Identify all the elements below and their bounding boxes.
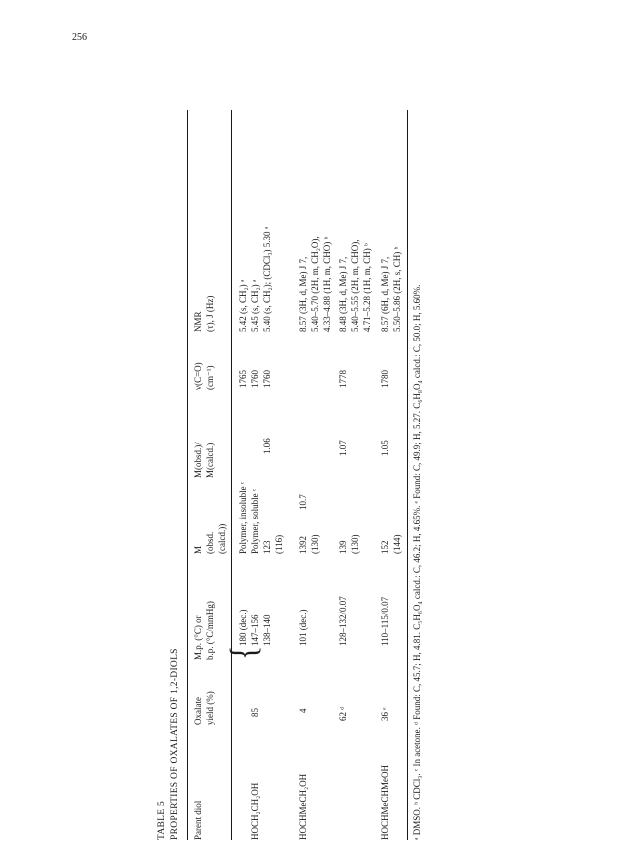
bottom-rule xyxy=(407,110,408,840)
rotated-table xyxy=(157,80,457,840)
row3-mp: 128–132/0.07 xyxy=(338,596,348,646)
header-parent-diol: Parent diol xyxy=(193,800,203,840)
table-title: PROPERTIES OF OXALATES OF 1,2-DIOLS xyxy=(170,648,180,840)
row1-nu-c: 1760 xyxy=(262,370,272,388)
row4-diol: HOCHMeCHMeOH xyxy=(380,765,390,840)
row1-nmr xyxy=(237,227,273,332)
row3-M-a: 139 xyxy=(338,540,348,554)
header-ratio-line2: M(calcd.) xyxy=(205,442,215,478)
row1-nu-a: 1765 xyxy=(238,370,248,388)
row2-nmr xyxy=(297,236,333,332)
row4-ratio: 1.05 xyxy=(380,440,390,456)
row2-nmr-b: 5.40–5.70 (2H, m, CH₂O), xyxy=(310,236,320,332)
row1-mp-c: 138–140 xyxy=(262,614,272,646)
row3-nmr-b: 5.40–5.55 (2H, m, CHO), xyxy=(350,239,360,332)
header-nmr-line1: NMR xyxy=(193,311,203,332)
table-label: TABLE 5 xyxy=(157,800,167,840)
header-M xyxy=(192,524,228,554)
table-footnote: ᵃ DMSO. ᵇ CDCl₃. ᶜ In acetone. ᵈ Found: C, 45.7; H, 4.81. C₅H₆O₄ calcd.: C, 46.2; H, 4.65%. ᵉ Found: C, 49.9; H, 5.27. C₆H₈O₄ calcd.: C, 50.0; H, 5.60%. xyxy=(412,284,422,840)
header-nu-co xyxy=(192,362,216,390)
row1-ratio: 1.06 xyxy=(262,438,272,454)
row2-M-b: (130) xyxy=(310,534,320,554)
page-number: 256 xyxy=(72,32,87,43)
header-oxalate-line2: yield (%) xyxy=(205,691,215,725)
brace-symbol: { xyxy=(222,645,264,660)
row2-M-a: 1392 xyxy=(298,536,308,554)
row1-M-a: Polymer, insoluble ᶜ xyxy=(238,481,248,554)
header-nmr xyxy=(192,296,216,332)
row1-nmr-c: 5.40 (s, CH₂); (CDCl₃) 5.30 ᵃ xyxy=(262,226,272,332)
row1-M-c: 123 xyxy=(262,540,272,554)
row1-diol: HOCH₂CH₂OH xyxy=(250,782,260,840)
row4-yield: 36 ᵉ xyxy=(380,707,390,721)
row1-mp xyxy=(237,610,273,646)
row1-mp-a: 180 (dec.) xyxy=(238,609,248,646)
header-oxalate-yield xyxy=(192,691,216,725)
row4-nmr-a: 8.57 (6H, d, Me) J 7, xyxy=(380,256,390,332)
header-rule xyxy=(231,110,232,840)
row2-diol: HOCHMeCH₂OH xyxy=(298,773,308,840)
header-M-line2: (obsd. xyxy=(205,531,215,554)
row3-nmr-a: 8.48 (3H, d, Me) J 7, xyxy=(338,256,348,332)
header-oxalate-line1: Oxalate xyxy=(193,697,203,725)
header-M-line3: (calcd.)) xyxy=(217,523,227,554)
row2-M xyxy=(297,535,321,555)
row1-nu xyxy=(237,370,273,388)
row3-ratio: 1.07 xyxy=(338,440,348,456)
row3-yield: 62 ᵈ xyxy=(338,706,348,721)
header-nmr-line2: (τ), J (Hz) xyxy=(205,295,215,332)
header-nu-line2: (cm⁻¹) xyxy=(205,365,215,390)
row4-M xyxy=(379,535,403,555)
row4-nu: 1780 xyxy=(380,370,390,388)
row3-M-b: (130) xyxy=(350,534,360,554)
row1-nmr-a: 5.42 (s, CH₂) ᵃ xyxy=(238,279,248,332)
row4-M-b: (144) xyxy=(392,534,402,554)
top-rule xyxy=(187,110,188,840)
header-mp-bp xyxy=(192,601,216,660)
header-M-line1: M xyxy=(193,545,203,554)
row4-M-a: 152 xyxy=(380,540,390,554)
row1-yield: 85 xyxy=(250,708,260,717)
row2-yield: 4 xyxy=(298,708,308,713)
row3-nu: 1778 xyxy=(338,370,348,388)
row3-M xyxy=(337,535,361,555)
row2-nmr-c: 4.33–4.88 (1H, m, CHO) ᵇ xyxy=(322,236,332,332)
row3-nmr-c: 4.71–5.28 (1H, m, CH) ᵇ xyxy=(362,243,372,332)
row1-M xyxy=(237,482,285,554)
row4-nmr-b: 5.50–5.86 (2H, s, CH) ᵇ xyxy=(392,246,402,332)
header-ratio-line1: M(obsd.)/ xyxy=(193,442,203,478)
header-nu-line1: ν(C=O) xyxy=(193,362,203,390)
row4-nmr xyxy=(379,247,403,332)
row2-mp: 101 (dec.) xyxy=(298,609,308,646)
row3-nmr xyxy=(337,240,373,333)
header-mp-line2: b.p. (°C/mmHg) xyxy=(205,601,215,660)
header-mp-line1: M.p. (°C) or xyxy=(193,615,203,660)
row2-ratio: 10.7 xyxy=(298,494,308,510)
row1-nmr-b: 5.45 (s, CH₂) ᵃ xyxy=(250,279,260,332)
row4-mp: 110–115/0.07 xyxy=(380,596,390,646)
header-M-ratio xyxy=(192,442,216,478)
row1-M-d: (116) xyxy=(274,534,284,554)
row1-M-b: Polymer, soluble ᶜ xyxy=(250,488,260,554)
row1-mp-b: 147–156 xyxy=(250,614,260,646)
row2-nmr-a: 8.57 (3H, d, Me) J 7, xyxy=(298,256,308,332)
row1-nu-b: 1760 xyxy=(250,370,260,388)
